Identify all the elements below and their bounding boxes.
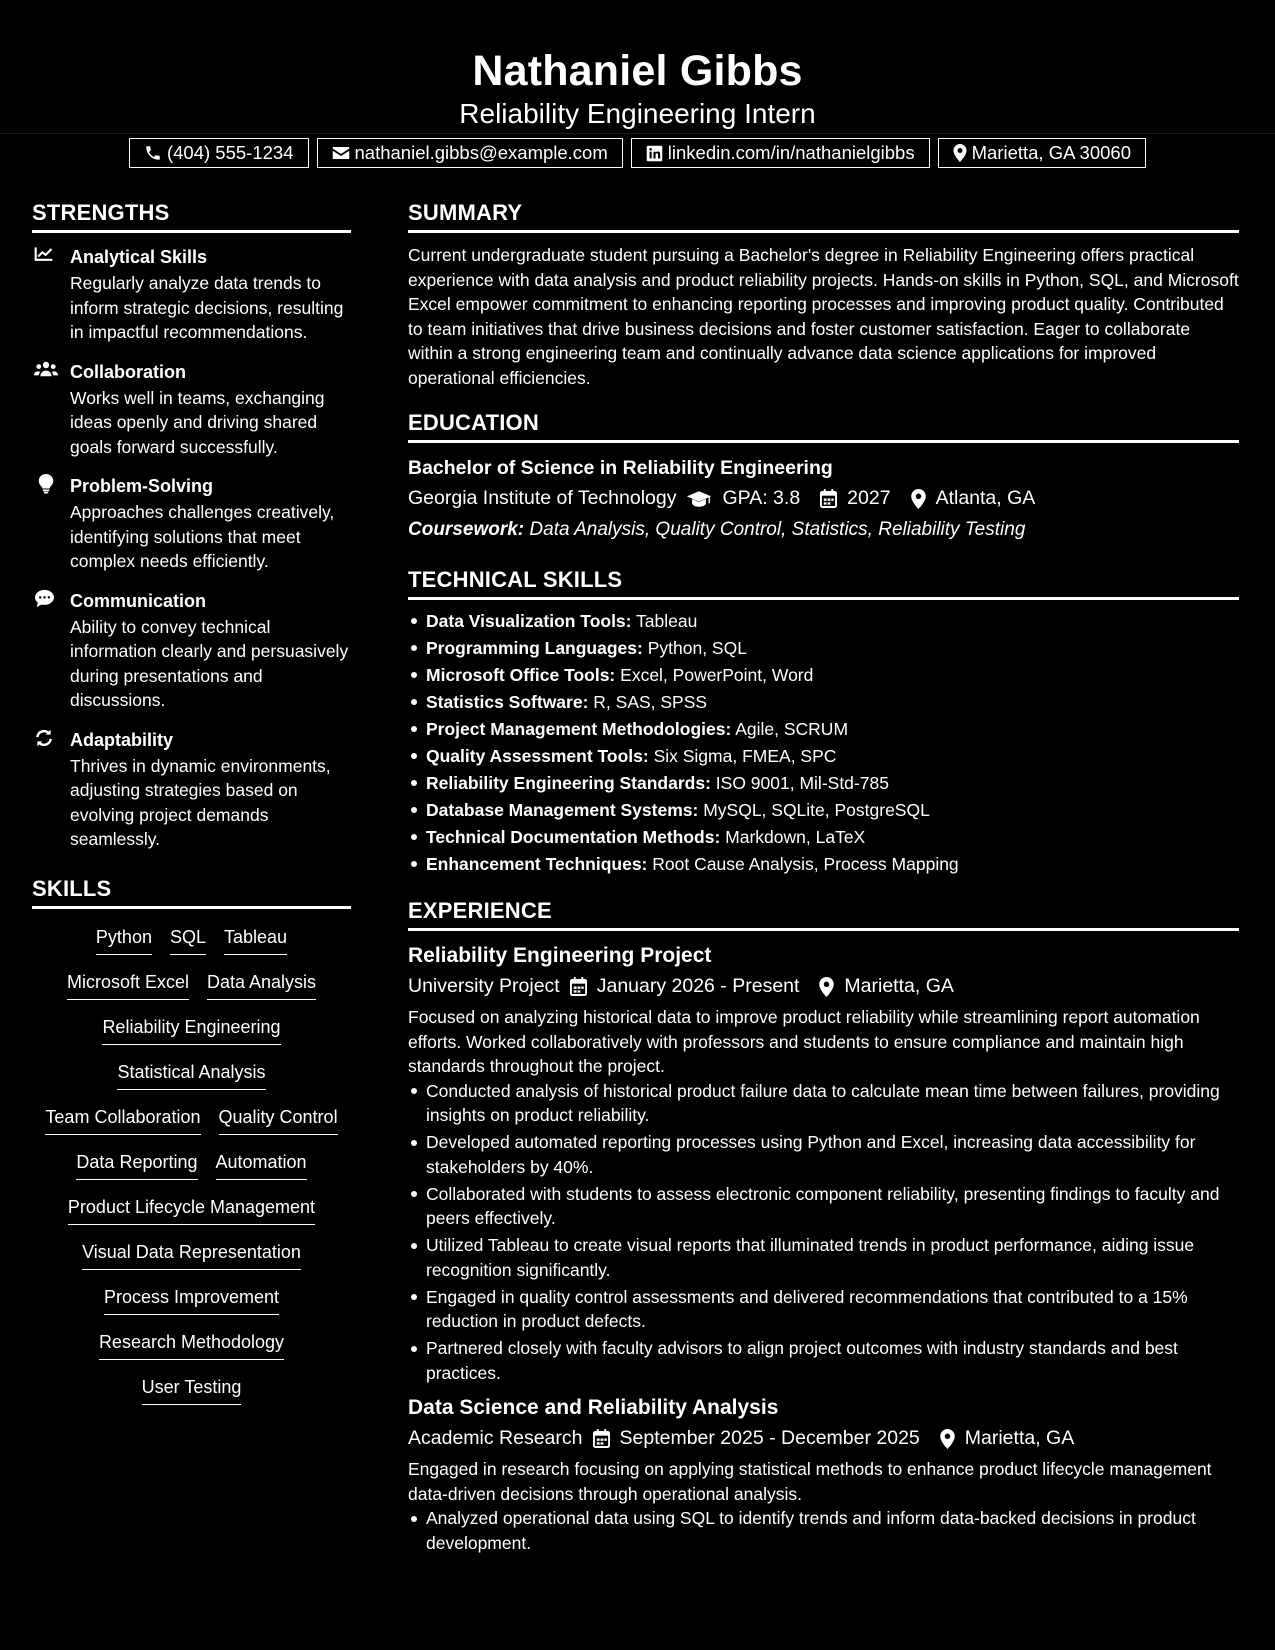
tech-label: Microsoft Office Tools:: [426, 665, 616, 685]
job-org: Academic Research: [408, 1427, 583, 1449]
job-description: Engaged in research focusing on applying statistical methods to enhance product lifecycle management data-driven decisions through operational analysis.: [408, 1459, 1212, 1504]
envelope-icon: [332, 145, 350, 161]
tech-label: Quality Assessment Tools:: [426, 746, 649, 766]
degree-title: Bachelor of Science in Reliability Engineering: [408, 457, 833, 479]
summary-heading: SUMMARY: [408, 196, 1239, 233]
skill-chip: Data Analysis: [207, 970, 316, 1000]
list-item: [426, 608, 1239, 635]
strength-desc: Thrives in dynamic environments, adjusting strategies based on evolving project demands seamlessly.: [70, 755, 331, 849]
list-item: Collaborated with students to assess electronic component reliability, presenting findings to faculty and peers effectively.: [426, 1182, 1239, 1231]
strength-title: Problem-Solving: [70, 476, 214, 496]
job-entry: [408, 941, 1239, 1385]
tech-value: Tableau: [636, 611, 698, 631]
skills-row: [32, 925, 351, 970]
strength-item: [32, 726, 351, 852]
skills-row: [32, 1240, 351, 1285]
chart-line-icon: [34, 245, 54, 263]
list-item: Analyzed operational data using SQL to identify trends and inform data-backed decisions in product development.: [426, 1506, 1239, 1555]
tech-label: Reliability Engineering Standards:: [426, 773, 711, 793]
contact-email-text: nathaniel.gibbs@example.com: [354, 142, 608, 163]
tech-label: Data Visualization Tools:: [426, 611, 632, 631]
resume-header: [0, 0, 1275, 163]
skill-chip: Reliability Engineering: [102, 1015, 280, 1045]
list-item: [426, 743, 1239, 770]
strength-item: [32, 358, 351, 460]
technical-skills-section: [408, 563, 1239, 878]
skills-list: [32, 919, 351, 1420]
tech-value: Python, SQL: [647, 638, 747, 658]
list-item: [426, 851, 1239, 878]
summary-section: [408, 196, 1239, 390]
list-item: [426, 635, 1239, 662]
technical-skills-heading: TECHNICAL SKILLS: [408, 563, 1239, 600]
list-item: [426, 824, 1239, 851]
job-meta: [408, 971, 1239, 1002]
skills-row: [32, 1015, 351, 1060]
candidate-role: Reliability Engineering Intern: [459, 98, 816, 129]
job-dates: September 2025 - December 2025: [619, 1427, 920, 1449]
tech-label: Enhancement Techniques:: [426, 854, 648, 874]
skill-chip: Tableau: [224, 925, 287, 955]
tech-value: ISO 9001, Mil-Std-785: [715, 773, 889, 793]
job-dates-item: [593, 1423, 920, 1454]
job-location-item: [940, 1423, 1074, 1454]
skills-row: [32, 970, 351, 1015]
skills-row: [32, 1375, 351, 1420]
job-bullets: [408, 1079, 1239, 1386]
list-item: Utilized Tableau to create visual reports that illuminated trends in product performance, aiding issue recognition significantly.: [426, 1233, 1239, 1282]
skill-chip: Research Methodology: [99, 1330, 284, 1360]
job-description: Focused on analyzing historical data to improve product reliability while streamlining report automation efforts. Worked collaboratively with professors and students to ensure compliance and maintain high standards throughout the project.: [408, 1007, 1200, 1076]
list-item: [426, 689, 1239, 716]
school-location: Atlanta, GA: [935, 487, 1036, 509]
job-location-item: [819, 971, 953, 1002]
skill-chip: User Testing: [142, 1375, 242, 1405]
year-item: [820, 483, 890, 514]
strength-title: Analytical Skills: [70, 247, 208, 267]
education-meta: [408, 483, 1239, 514]
list-item: Partnered closely with faculty advisors to align project outcomes with industry standards and best practices.: [426, 1336, 1239, 1385]
job-title: Data Science and Reliability Analysis: [408, 1396, 779, 1419]
skill-chip: Statistical Analysis: [117, 1060, 265, 1090]
contact-phone-text: (404) 555-1234: [166, 142, 294, 163]
contact-email[interactable]: [317, 138, 623, 168]
summary-text: Current undergraduate student pursuing a Bachelor's degree in Reliability Engineering offers practical experience with data analysis and product reliability projects. Hands-on skills in Python, SQL, and Microsoft Excel empower commitment to enhancing reporting processes and improving product quality. Contributed to team initiatives that drive business decisions and foster customer satisfaction. Eager to collaborate within a strong engineering team and continually advance data science applications for improved operational efficiencies.: [408, 245, 1239, 388]
job-title: Reliability Engineering Project: [408, 944, 712, 967]
strengths-heading: STRENGTHS: [32, 196, 351, 233]
skills-row: [32, 1330, 351, 1375]
job-bullets: [408, 1506, 1239, 1555]
experience-heading: EXPERIENCE: [408, 894, 1239, 931]
strength-desc: Works well in teams, exchanging ideas openly and driving shared goals forward successfully.: [70, 387, 325, 457]
education-section: [408, 406, 1239, 545]
skill-chip: SQL: [170, 925, 206, 955]
tech-value: Markdown, LaTeX: [725, 827, 866, 847]
users-icon: [34, 360, 58, 378]
skill-chip: Automation: [216, 1150, 307, 1180]
skill-chip: Python: [96, 925, 152, 955]
right-column: [408, 196, 1239, 1569]
gpa-text: GPA: 3.8: [722, 487, 801, 509]
tech-value: R, SAS, SPSS: [593, 692, 708, 712]
strength-title: Collaboration: [70, 361, 186, 382]
skill-chip: Product Lifecycle Management: [68, 1195, 315, 1225]
tech-label: Database Management Systems:: [426, 800, 699, 820]
map-pin-icon: [911, 489, 926, 509]
tech-label: Statistics Software:: [426, 692, 589, 712]
strength-title: Communication: [70, 590, 207, 611]
list-item: Conducted analysis of historical product failure data to calculate mean time between failures, providing insights on product reliability.: [426, 1079, 1239, 1128]
skill-chip: Data Reporting: [76, 1150, 197, 1180]
tech-value: Root Cause Analysis, Process Mapping: [652, 854, 959, 874]
candidate-name: Nathaniel Gibbs: [472, 47, 803, 95]
list-item: [426, 770, 1239, 797]
speech-bubble-icon: [34, 589, 55, 608]
job-meta: [408, 1423, 1239, 1454]
tech-label: Programming Languages:: [426, 638, 643, 658]
calendar-icon: [593, 1429, 610, 1448]
skill-chip: Microsoft Excel: [67, 970, 189, 1000]
tech-label: Technical Documentation Methods:: [426, 827, 721, 847]
tech-value: Excel, PowerPoint, Word: [620, 665, 814, 685]
edu-location-item: [911, 483, 1036, 514]
job-dates: January 2026 - Present: [596, 975, 800, 997]
strength-item: [32, 587, 351, 713]
strength-item: [32, 472, 351, 574]
technical-skills-list: [408, 608, 1239, 878]
job-location: Marietta, GA: [964, 1427, 1075, 1449]
skills-row: [32, 1060, 351, 1105]
map-pin-icon: [819, 977, 834, 997]
skills-row: [32, 1195, 351, 1240]
calendar-icon: [570, 977, 587, 996]
lightbulb-icon: [38, 474, 54, 494]
skills-heading: SKILLS: [32, 872, 351, 909]
list-item: [426, 797, 1239, 824]
coursework-line: [408, 514, 1239, 545]
strength-desc: Ability to convey technical information clearly and persuasively during presentations and discussions.: [70, 616, 349, 710]
contact-location-text: Marietta, GA 30060: [971, 142, 1131, 163]
sync-icon: [34, 728, 54, 748]
phone-icon: [144, 144, 162, 162]
linkedin-icon: [646, 145, 663, 162]
calendar-icon: [820, 489, 837, 508]
job-entry: [408, 1393, 1239, 1555]
skill-chip: Process Improvement: [104, 1285, 279, 1315]
skill-chip: Team Collaboration: [45, 1105, 200, 1135]
list-item: Developed automated reporting processes using Python and Excel, increasing data accessibility for stakeholders by 40%.: [426, 1130, 1239, 1179]
job-dates-item: [570, 971, 800, 1002]
experience-section: [408, 894, 1239, 1555]
strength-title: Adaptability: [70, 729, 174, 750]
skills-row: [32, 1150, 351, 1195]
graduation-year: 2027: [847, 487, 891, 509]
coursework-list: Data Analysis, Quality Control, Statistics, Reliability Testing: [529, 519, 1026, 540]
school-name: Georgia Institute of Technology: [408, 487, 677, 509]
left-column: [32, 196, 351, 1420]
skill-chip: Quality Control: [219, 1105, 338, 1135]
tech-value: MySQL, SQLite, PostgreSQL: [703, 800, 930, 820]
contact-location[interactable]: [938, 138, 1146, 168]
tech-value: Six Sigma, FMEA, SPC: [653, 746, 837, 766]
job-org: University Project: [408, 975, 560, 997]
map-pin-icon: [940, 1429, 955, 1449]
job-location: Marietta, GA: [844, 975, 954, 997]
contact-phone[interactable]: [129, 138, 309, 168]
contact-linkedin[interactable]: [631, 138, 930, 168]
list-item: Engaged in quality control assessments and delivered recommendations that contributed to a 15% reduction in product defects.: [426, 1285, 1239, 1334]
skills-row: [32, 1105, 351, 1150]
contact-bar: [0, 138, 1275, 168]
strength-desc: Approaches challenges creatively, identifying solutions that meet complex needs efficiently.: [70, 502, 335, 571]
tech-label: Project Management Methodologies:: [426, 719, 732, 739]
contact-linkedin-text: linkedin.com/in/nathanielgibbs: [667, 142, 915, 163]
education-heading: EDUCATION: [408, 406, 1239, 443]
coursework-label: Coursework:: [408, 519, 525, 540]
skills-row: [32, 1285, 351, 1330]
list-item: [426, 716, 1239, 743]
gpa-item: [686, 483, 800, 514]
map-pin-icon: [953, 144, 967, 162]
skill-chip: Visual Data Representation: [82, 1240, 301, 1270]
list-item: [426, 662, 1239, 689]
tech-value: Agile, SCRUM: [735, 719, 849, 739]
strength-item: [32, 243, 351, 345]
strength-desc: Regularly analyze data trends to inform strategic decisions, resulting in impactful recommendations.: [70, 273, 344, 342]
graduation-cap-icon: [686, 490, 712, 508]
